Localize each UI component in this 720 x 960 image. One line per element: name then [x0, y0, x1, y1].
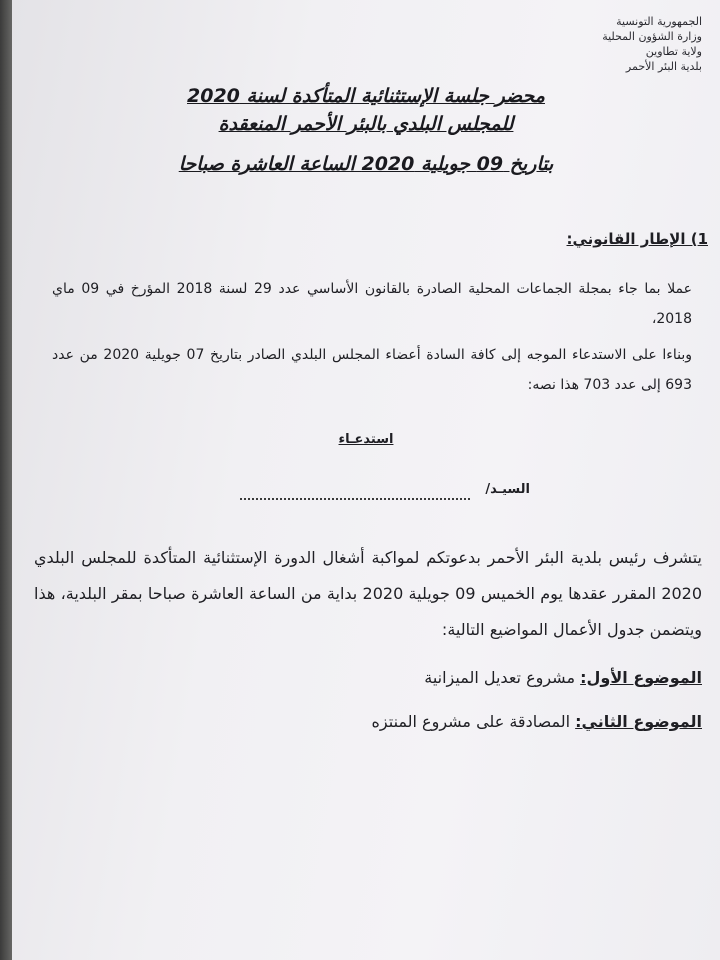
- addressee-dotted-line: [240, 484, 470, 500]
- agenda-topic-2-text: المصادقة على مشروع المنتزه: [371, 712, 571, 731]
- section-heading-legal-framework: 1) الإطار القانوني:: [566, 230, 708, 248]
- invitation-body: يتشرف رئيس بلدية البئر الأحمر بدعوتكم لمواكبة أشغال الدورة الإستثنائية المتأكدة للمجلس البلدي 2020 المقرر عقدها يوم الخميس 09 جويلية 2020 بداية من الساعة العاشرة صباحا بمقر البلدية، هذا ويتضمن جدول الأعمال المواضيع التالية:: [34, 548, 703, 639]
- letterhead-ministry: وزارة الشؤون المحلية: [602, 30, 702, 43]
- title-line-1: محضر جلسة الإستثنائية المتأكدة لسنة 2020: [187, 85, 545, 107]
- letterhead-republic: الجمهورية التونسية: [616, 15, 702, 28]
- addressee-label: السيـد/: [485, 482, 530, 497]
- letterhead-municipality: بلدية البئر الأحمر: [625, 60, 702, 73]
- document-title: [72, 82, 660, 178]
- title-line-2: للمجلس البلدي بالبئر الأحمر المنعقدة: [218, 113, 514, 135]
- letterhead-governorate: ولاية تطاوين: [645, 45, 702, 58]
- document-page: [12, 0, 720, 960]
- agenda-topic-2-label: الموضوع الثاني:: [575, 712, 702, 731]
- title-line-3: بتاريخ 09 جويلية 2020 الساعة العاشرة صباحا: [178, 153, 554, 175]
- letterhead: [552, 14, 702, 74]
- paragraph-legal-basis: عملا بما جاء بمجلة الجماعات المحلية الصادرة بالقانون الأساسي عدد 29 لسنة 2018 المؤرخ في 09 ماي 2018،: [52, 281, 692, 327]
- paragraph-convocation: وبناءا على الاستدعاء الموجه إلى كافة السادة أعضاء المجلس البلدي الصادر بتاريخ 07 جويلية 2020 من عدد 693 إلى عدد 703 هذا نصه:: [52, 347, 692, 393]
- agenda-topic-1-text: مشروع تعديل الميزانية: [424, 668, 576, 687]
- agenda-topic-2: [372, 712, 702, 731]
- invitation-heading: استدعـاء: [338, 432, 394, 447]
- agenda-topic-1-label: الموضوع الأول:: [580, 668, 702, 687]
- agenda-topic-1: [424, 668, 702, 687]
